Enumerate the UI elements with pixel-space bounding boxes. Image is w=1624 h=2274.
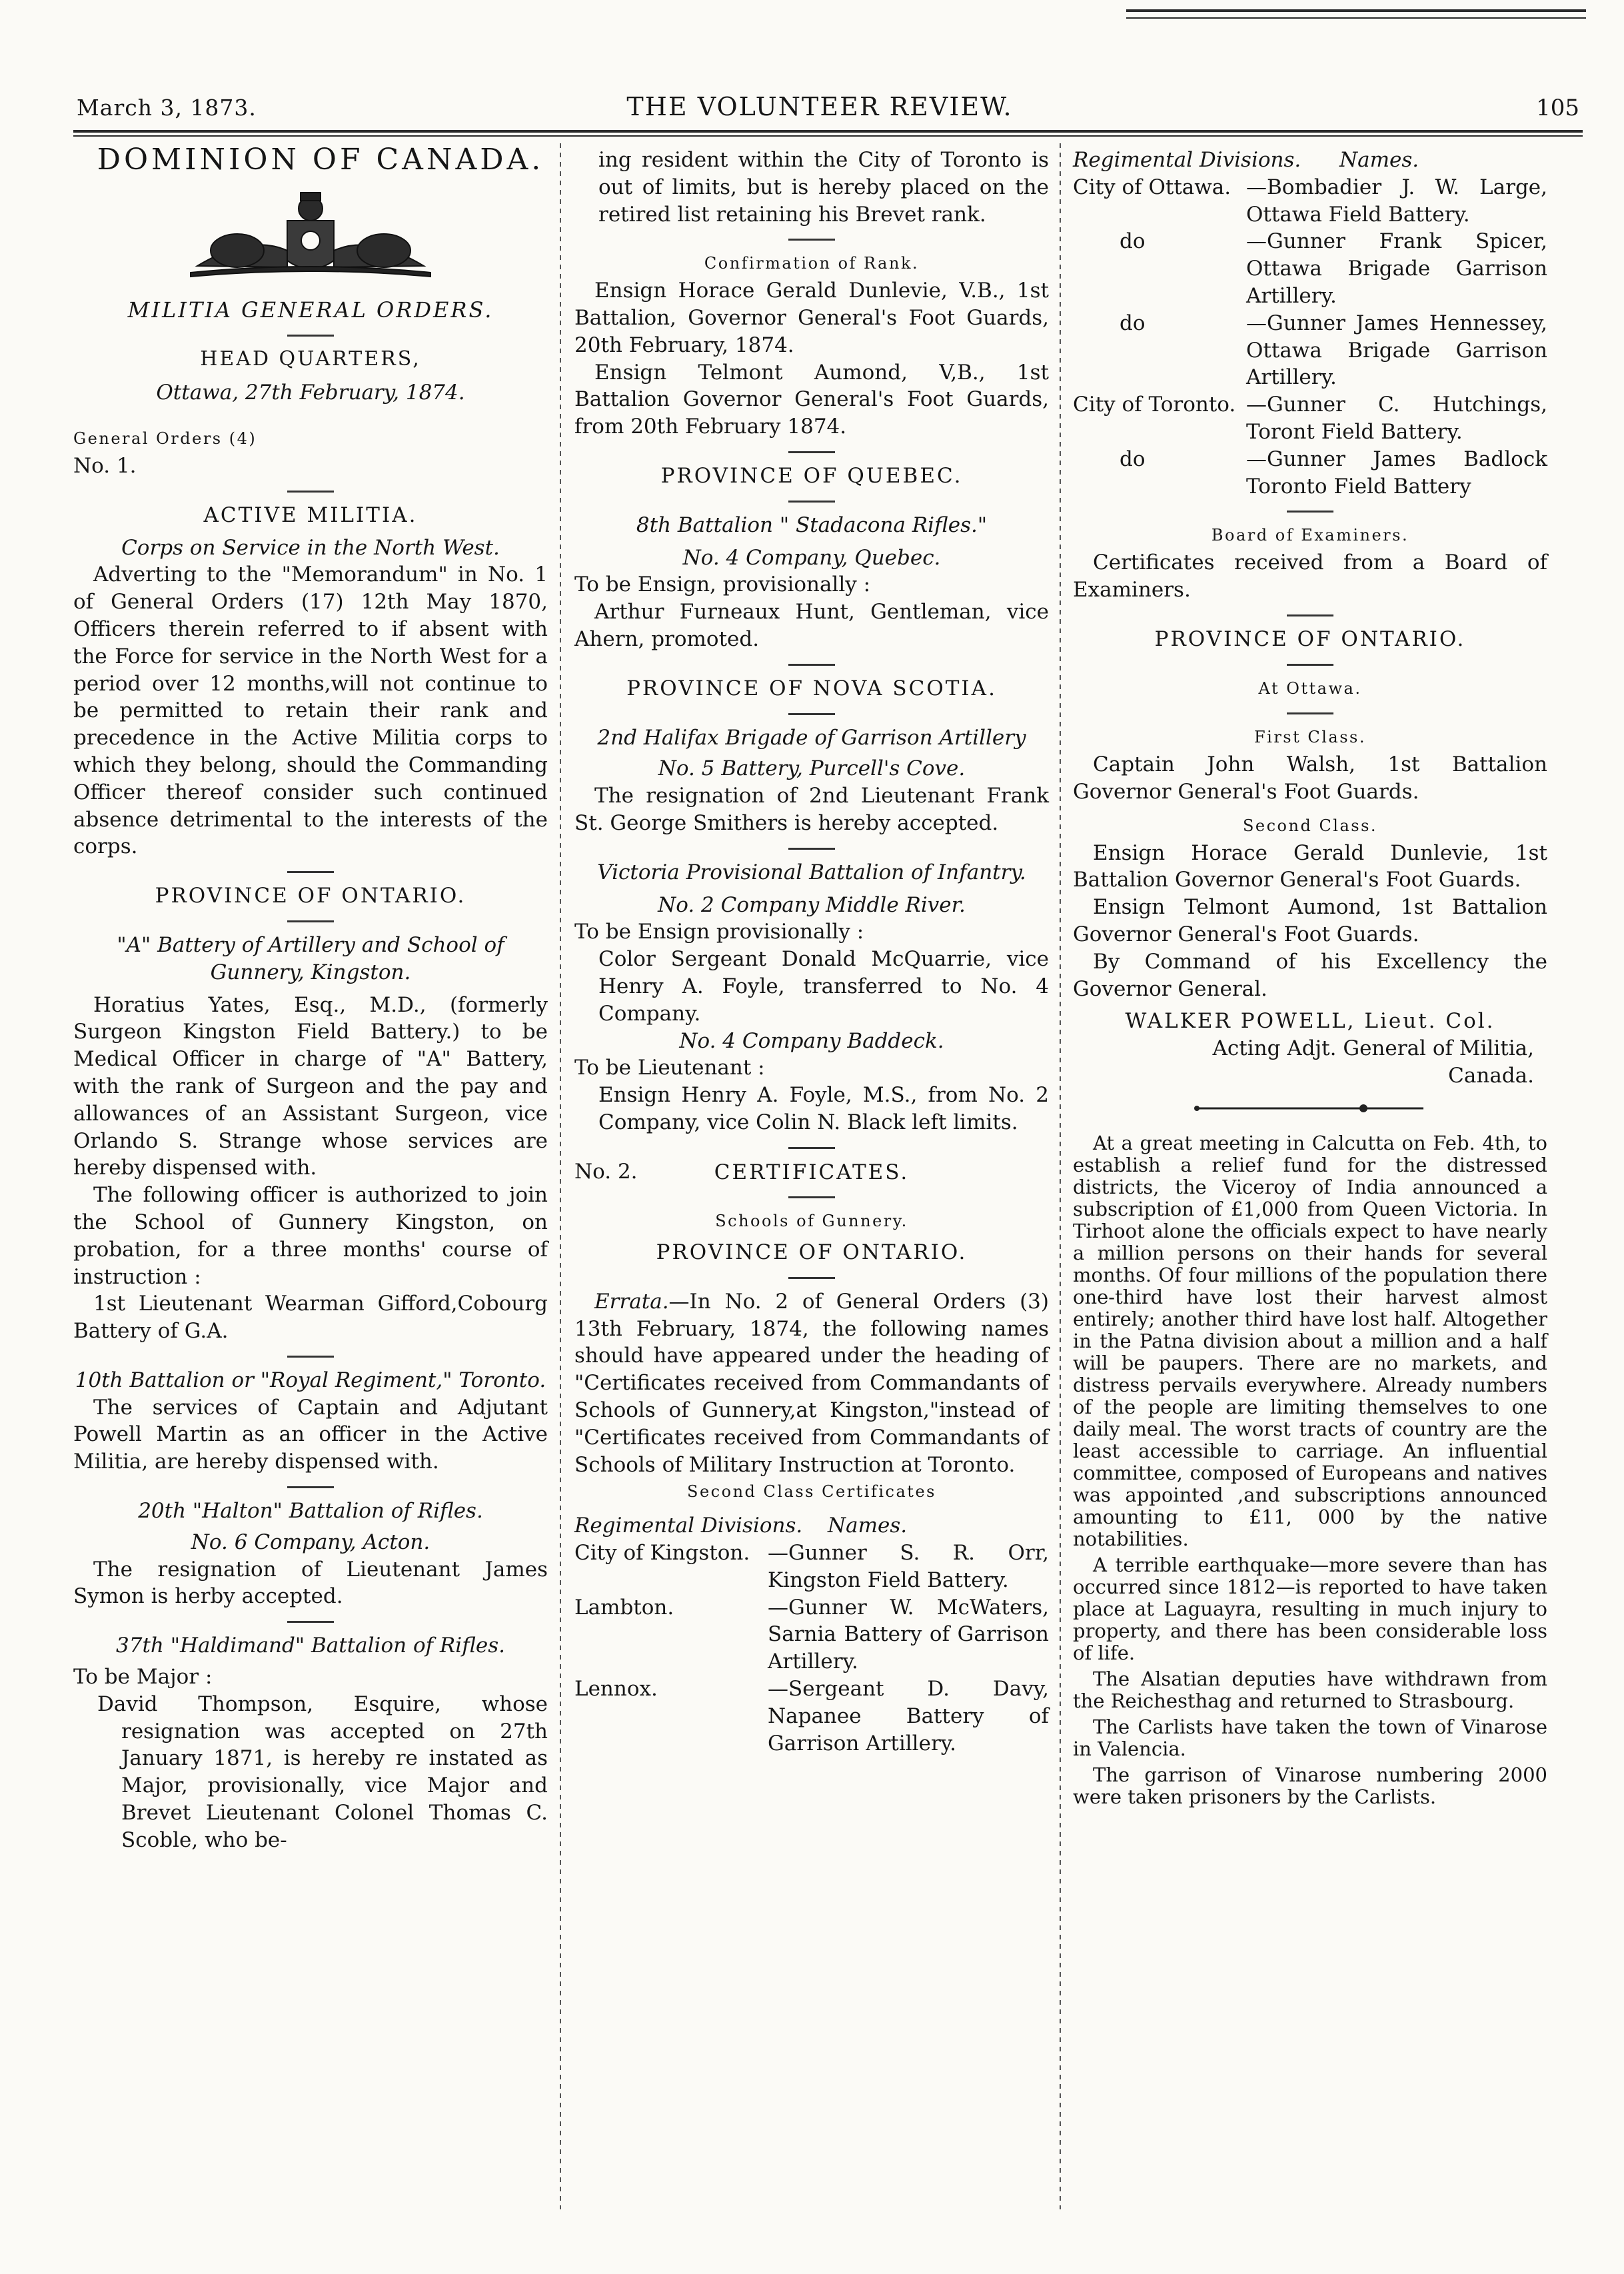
tenth-battalion-paragraph: The services of Captain and Adjutant Powell Martin as an officer in the Active Militia, are hereby dispensed with. <box>73 1395 548 1474</box>
row-name: —Gunner W. McWaters, Sarnia Battery of Garrison Artillery. <box>768 1595 1049 1674</box>
news-items <box>1073 1132 1547 1808</box>
major-paragraph: David Thompson, Esquire, whose resignation was accepted on 27th January 1871, is hereby re instated as Major, provisionally, vice Major and Brevet Lieutenant Colonel Thomas C. Scoble, who be- <box>97 1692 548 1852</box>
at-ottawa-heading: At Ottawa. <box>1258 678 1362 698</box>
general-orders-number: General Orders (4) <box>73 429 257 449</box>
province-quebec-heading: PROVINCE OF QUEBEC. <box>660 463 963 488</box>
table-row <box>574 1676 1049 1757</box>
province-nova-scotia-heading: PROVINCE OF NOVA SCOTIA. <box>626 676 997 700</box>
board-paragraph: Certificates received from a Board of Examiners. <box>1073 551 1547 602</box>
dateline: Ottawa, 27th February, 1874. <box>156 381 465 405</box>
to-be-major: To be Major : <box>73 1665 213 1690</box>
continued-paragraph: ing resident within the City of Toronto is out of limits, but is hereby placed on the retired list retaining his Brevet rank. <box>598 148 1049 227</box>
table-row <box>1073 228 1547 309</box>
halifax-battery: No. 5 Battery, Purcell's Cove. <box>658 756 966 781</box>
row-name: —Sergeant D. Davy, Napanee Battery of Garrison Artillery. <box>768 1677 1049 1755</box>
table-header-names: Names. <box>828 1514 908 1538</box>
board-of-examiners-heading: Board of Examiners. <box>1211 526 1409 545</box>
by-command: By Command of his Excellency the Governor General. <box>1073 949 1547 1001</box>
twentieth-battalion-paragraph: The resignation of Lieutenant James Symon is herby accepted. <box>73 1557 548 1609</box>
row-name: —Gunner S. R. Orr, Kingston Field Battery. <box>768 1541 1049 1592</box>
news-alsatian: The Alsatian deputies have withdrawn from the Reichesthag and returned to Strasbourg. <box>1073 1667 1547 1712</box>
table-row <box>1073 310 1547 391</box>
table-row <box>574 1594 1049 1676</box>
school-paragraph: The following officer is authorized to join the School of Gunnery Kingston, on probation, for a three months' course of instruction : <box>73 1183 548 1289</box>
row-division: do <box>1120 229 1146 254</box>
baddeck-paragraph: Ensign Henry A. Foyle, M.S., from No. 2 Company, vice Colin N. Black left limits. <box>598 1083 1049 1134</box>
row-name: —Gunner James Hennessey, Ottawa Brigade Garrison Artillery. <box>1246 311 1547 390</box>
signer-title-2: Canada. <box>1448 1063 1534 1088</box>
page-number: 105 <box>1536 95 1579 121</box>
row-division: City of Kingston. <box>574 1541 750 1566</box>
order-no-1: No. 1. <box>73 453 137 478</box>
victoria-paragraph: Color Sergeant Donald McQuarrie, vice Henry A. Foyle, transferred to No. 4 Company. <box>598 947 1049 1026</box>
province-ontario-heading-2: PROVINCE OF ONTARIO. <box>656 1240 968 1265</box>
page-header <box>60 92 1579 132</box>
battery-heading: "A" Battery of Artillery and School of Gunnery, Kingston. <box>117 932 504 984</box>
tenth-battalion-heading: 10th Battalion or "Royal Regiment," Toronto. <box>75 1368 546 1392</box>
province-ontario-heading: PROVINCE OF ONTARIO. <box>155 884 466 908</box>
column-divider-2 <box>1060 143 1061 2209</box>
row-division: do <box>1120 447 1146 471</box>
dominion-title: DOMINION OF CANADA. <box>97 143 544 177</box>
twentieth-battalion-heading: 20th "Halton" Battalion of Rifles. <box>138 1499 483 1524</box>
thirtyseventh-battalion-heading: 37th "Haldimand" Battalion of Rifles. <box>116 1634 505 1658</box>
table-row <box>1073 174 1547 229</box>
row-division: Lennox. <box>574 1677 658 1702</box>
halifax-heading: 2nd Halifax Brigade of Garrison Artillery <box>597 725 1026 750</box>
table-row <box>1073 446 1547 501</box>
halifax-paragraph: The resignation of 2nd Lieutenant Frank St. George Smithers is hereby accepted. <box>574 784 1049 835</box>
second-class-heading: Second Class. <box>1242 816 1378 835</box>
baddeck-to-be-lieutenant: To be Lieutenant : <box>574 1056 765 1080</box>
victoria-company: No. 2 Company Middle River. <box>658 892 966 917</box>
province-ontario-heading-3: PROVINCE OF ONTARIO. <box>1154 626 1466 651</box>
twentieth-battalion-company: No. 6 Company, Acton. <box>191 1530 430 1554</box>
eighth-battalion-company: No. 4 Company, Quebec. <box>682 545 941 570</box>
publication-title: THE VOLUNTEER REVIEW. <box>626 92 1013 121</box>
corps-paragraph: Adverting to the "Memorandum" in No. 1 of General Orders (17) 12th May 1870, Officers therein referred to if absent with the Force for service in the North West for a period over 12 months,will not continue to be permitted to retain their rank and precedence in the Active Militia corps to which they belong, should the Commanding Officer thereof consider such continued absence detrimental to the interests of the corps. <box>73 563 548 859</box>
confirmation-1: Ensign Horace Gerald Dunlevie, V.B., 1st Battalion, Governor General's Foot Guards, 20th February, 1874. <box>574 279 1049 357</box>
second-class-certificates-heading: Second Class Certificates <box>687 1482 936 1502</box>
header-rule-thin <box>73 135 1583 137</box>
order-no-2: No. 2. <box>574 1159 638 1184</box>
row-name: —Gunner C. Hutchings, Toront Field Battery. <box>1246 393 1547 444</box>
victoria-to-be-ensign: To be Ensign provisionally : <box>574 920 864 944</box>
signer-name: WALKER POWELL, Lieut. Col. <box>1125 1009 1495 1034</box>
row-name: —Gunner James Badlock Toronto Field Battery <box>1246 447 1547 499</box>
certificates-table-header <box>574 1512 1049 1540</box>
second-class-paragraph-1: Ensign Horace Gerald Dunlevie, 1st Battalion Governor General's Foot Guards. <box>1073 840 1547 892</box>
column-3 <box>1073 147 1547 1812</box>
news-calcutta: At a great meeting in Calcutta on Feb. 4th, to establish a relief fund for the distressed districts, the Viceroy of India announced a subscription of £1,000 from Queen Victoria. In Tirhoot alone the officials expect to have nearly a million persons on their hands for several months. Of four millions of the population there one-third have lost their harvest almost entirely; another third have lost half. Altogether in the Patna division about a million and a half will be paupers. There are no markets, and distress pervails everywhere. Already numbers of the people are limiting themselves to one daily meal. The worst tracts of country are the least accessible to carriage. An influential committee, composed of Europeans and natives was appointed ,and subscriptions announced amounting to £11, 000 by the native notabilities. <box>1073 1131 1547 1550</box>
certificates-table-header <box>1073 147 1547 174</box>
row-name: —Gunner Frank Spicer, Ottawa Brigade Garrison Artillery. <box>1246 229 1547 308</box>
column-2 <box>574 147 1049 1757</box>
table-row <box>574 1540 1049 1594</box>
signer-title-1: Acting Adjt. General of Militia, <box>1212 1036 1534 1061</box>
news-carlists: The Carlists have taken the town of Vinarose in Valencia. <box>1073 1715 1547 1760</box>
first-class-heading: First Class. <box>1254 728 1366 747</box>
row-division: City of Toronto. <box>1073 393 1236 417</box>
table-header-names: Names. <box>1339 148 1419 172</box>
confirmation-heading: Confirmation of Rank. <box>704 254 920 273</box>
head-quarters: HEAD QUARTERS, <box>200 347 421 371</box>
header-rule <box>73 130 1583 133</box>
school-officer: 1st Lieutenant Wearman Gifford,Cobourg Battery of G.A. <box>73 1292 548 1344</box>
eighth-paragraph: Arthur Furneaux Hunt, Gentleman, vice Ahern, promoted. <box>574 600 1049 651</box>
column-1 <box>73 143 548 1854</box>
row-name: —Bombadier J. W. Large, Ottawa Field Battery. <box>1246 175 1547 227</box>
battery-paragraph: Horatius Yates, Esq., M.D., (formerly Surgeon Kingston Field Battery.) to be Medical Officer in charge of "A" Battery, with the rank of Surgeon and the pay and allowances of an Assistant Surgeon, vice Orlando S. Strange whose services are hereby dispensed with. <box>73 992 548 1180</box>
top-rule <box>1126 9 1586 12</box>
eighth-battalion-heading: 8th Battalion " Stadacona Rifles." <box>636 513 988 537</box>
news-earthquake: A terrible earthquake—more severe than has occurred since 1812—is reported to have taken place at Laguayra, resulting in much injury to property, and there has been considerable loss of life. <box>1073 1553 1547 1664</box>
errata-text: —In No. 2 of General Orders (3) 13th February, 1874, the following names should have appeared under the heading of "Certificates received from Commandants of Schools of Gunnery,at Kingston,"instead of "Certificates received from Commandants of Schools of Military Instruction at Toronto. <box>574 1289 1049 1477</box>
divider-ornament <box>1184 1102 1437 1115</box>
second-class-paragraph-2: Ensign Telmont Aumond, 1st Battalion Governor General's Foot Guards. <box>1073 895 1547 946</box>
table-header-divisions: Regimental Divisions. <box>574 1514 803 1538</box>
corps-heading: Corps on Service in the North West. <box>121 535 500 560</box>
news-vinarose: The garrison of Vinarose numbering 2000 were taken prisoners by the Carlists. <box>1073 1763 1547 1808</box>
issue-date: March 3, 1873. <box>77 95 257 121</box>
eighth-to-be-ensign: To be Ensign, provisionally : <box>574 572 871 597</box>
row-division: Lambton. <box>574 1595 674 1620</box>
victoria-heading: Victoria Provisional Battalion of Infantry. <box>597 860 1026 884</box>
errata-label: Errata. <box>594 1289 669 1314</box>
row-division: City of Ottawa. <box>1073 175 1231 199</box>
active-militia-heading: ACTIVE MILITIA. <box>203 503 418 527</box>
baddeck-company: No. 4 Company Baddeck. <box>679 1028 944 1053</box>
row-division: do <box>1120 311 1146 335</box>
column-divider-1 <box>560 143 561 2209</box>
schools-heading: Schools of Gunnery. <box>715 1212 908 1231</box>
coat-of-arms-emblem <box>171 187 450 281</box>
confirmation-2: Ensign Telmont Aumond, V,B., 1st Battalion Governor General's Foot Guards, from 20th February 1874. <box>574 360 1049 439</box>
orders-title: MILITIA GENERAL ORDERS. <box>127 297 494 323</box>
certificates-heading: CERTIFICATES. <box>714 1160 910 1184</box>
first-class-paragraph: Captain John Walsh, 1st Battalion Governor General's Foot Guards. <box>1073 752 1547 804</box>
table-row <box>1073 391 1547 446</box>
top-rule-thin <box>1126 17 1586 19</box>
table-header-divisions: Regimental Divisions. <box>1073 148 1301 172</box>
errata-paragraph <box>574 1288 1049 1479</box>
